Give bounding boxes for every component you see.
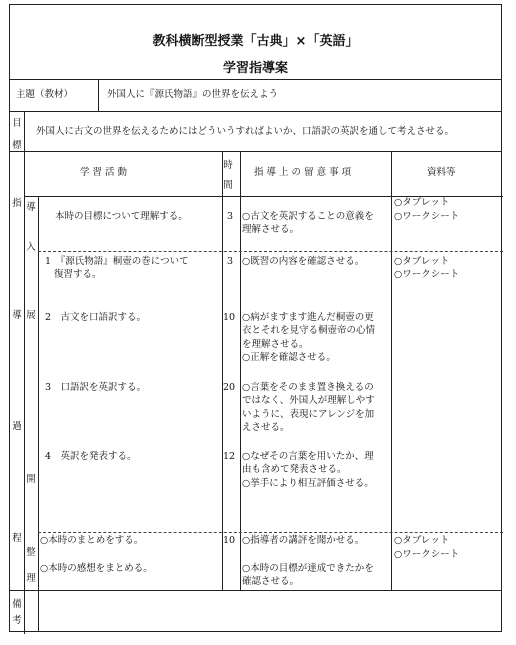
theme-value: 外国人に『源氏物語』の世界を伝えよう	[107, 89, 279, 100]
phase-column-divider	[38, 196, 39, 590]
intro-activity: 本時の目標について理解する。	[55, 211, 188, 222]
goal-label-top: 目	[12, 118, 22, 129]
phase-intro-top: 導	[26, 202, 36, 213]
develop-point-line: ではなく、外国人が理解しやす	[242, 395, 375, 406]
develop-time: 3	[227, 256, 234, 267]
document-subtitle: 学習指導案	[222, 61, 288, 76]
side-label-ka: 過	[12, 421, 22, 432]
develop-point-line: ○正解を確認させる。	[242, 352, 336, 363]
summary-point-line: 確認させる。	[242, 576, 300, 587]
summary-time: 10	[223, 535, 236, 546]
side-label-shi: 指	[12, 198, 22, 209]
time-column-divider	[240, 151, 241, 590]
develop-point-line: ○既習の内容を確認させる。	[242, 256, 365, 267]
intro-material: ○ワークシート	[394, 211, 460, 222]
activity-column-divider	[222, 151, 223, 590]
develop-point-line: ○病がますます進んだ桐壺の更	[242, 312, 374, 323]
phase-develop-bottom: 開	[26, 474, 36, 485]
summary-point-line: ○指導者の講評を聞かせる。	[242, 535, 365, 546]
develop-activity-line: 復習する。	[54, 269, 102, 280]
summary-material: ○ワークシート	[394, 549, 460, 560]
develop-activity-line: 4 英訳を発表する。	[45, 451, 137, 462]
row-divider	[10, 590, 501, 591]
goal-text: 外国人に古文の世界を伝えるためにはどういうすればよいか、口語訳の英訳を通して考えさせる。	[36, 126, 455, 137]
phase-intro-bottom: 入	[26, 242, 36, 253]
develop-point-line: 由も含めて発表させる。	[242, 464, 347, 475]
develop-point-line: ○挙手により相互評価させる。	[242, 478, 374, 489]
notes-column-divider	[38, 590, 39, 632]
row-divider	[10, 111, 501, 112]
develop-time: 20	[223, 382, 236, 393]
side-label-tei: 程	[12, 533, 22, 544]
notes-label-top: 備	[12, 599, 22, 610]
develop-time: 12	[223, 451, 236, 462]
intro-time: 3	[227, 211, 234, 222]
develop-material: ○ワークシート	[394, 269, 460, 280]
lesson-plan-sheet	[9, 4, 502, 632]
header-time-bottom: 間	[223, 180, 233, 191]
develop-point-line: 衣とそれを見守る桐壺帝の心情	[242, 325, 376, 336]
develop-activity-line: 3 口語訳を英訳する。	[45, 382, 147, 393]
summary-activity-line: ○本時の感想をまとめる。	[40, 563, 153, 574]
document-title: 教科横断型授業「古典」×「英語」	[152, 34, 359, 49]
develop-time: 10	[223, 312, 236, 323]
header-time-top: 時	[223, 160, 233, 171]
title-area	[10, 5, 501, 80]
develop-point-line: を理解させる。	[242, 339, 309, 350]
header-activity: 学 習 活 動	[80, 167, 128, 178]
header-points: 指 導 上 の 留 意 事 項	[254, 167, 352, 178]
summary-activity-line: ○本時のまとめをする。	[40, 535, 144, 546]
intro-material: ○タブレット	[394, 197, 450, 208]
row-divider	[10, 151, 501, 152]
summary-point-line: ○本時の目標が達成できたかを	[242, 563, 374, 574]
phase-divider-dashed	[38, 532, 503, 533]
summary-material: ○タブレット	[394, 535, 450, 546]
phase-summary-top: 整	[26, 547, 36, 558]
points-column-divider	[391, 151, 392, 590]
goal-label-bottom: 標	[12, 140, 22, 151]
develop-point-line: いように、表現にアレンジを加	[242, 409, 375, 420]
header-materials: 資料等	[427, 167, 456, 178]
develop-point-line: えさせる。	[242, 422, 290, 433]
theme-divider	[98, 80, 99, 111]
phase-develop-top: 展	[26, 310, 36, 321]
phase-divider-dashed	[38, 251, 503, 252]
develop-material: ○タブレット	[394, 256, 450, 267]
phase-summary-bottom: 理	[26, 573, 36, 584]
develop-point-line: ○なぜその言葉を用いたか、理	[242, 451, 374, 462]
side-label-dou: 導	[12, 310, 22, 321]
notes-label-bottom: 考	[12, 615, 22, 626]
intro-point-line: 理解させる。	[242, 224, 300, 235]
intro-point-line: ○古文を英訳することの意義を	[242, 211, 374, 222]
theme-label: 主題（教材）	[16, 89, 74, 100]
develop-point-line: ○言葉をそのまま置き換えるの	[242, 382, 374, 393]
develop-activity-line: 1 『源氏物語』桐壺の巻について	[45, 256, 189, 267]
develop-activity-line: 2 古文を口語訳する。	[45, 312, 147, 323]
